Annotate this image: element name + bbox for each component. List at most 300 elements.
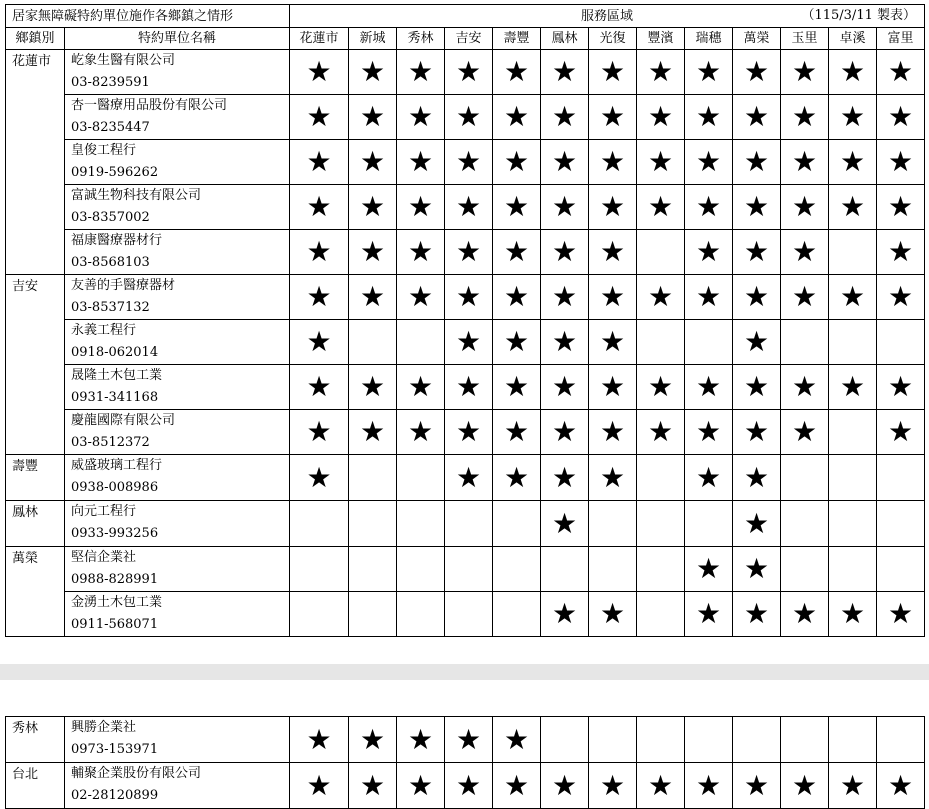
service-area-cell bbox=[829, 95, 877, 140]
service-area-cell bbox=[541, 365, 589, 410]
star-icon: ★ bbox=[791, 415, 818, 448]
area-column-header: 秀林 bbox=[397, 28, 445, 50]
star-icon: ★ bbox=[455, 235, 482, 268]
star-icon: ★ bbox=[306, 235, 332, 268]
service-area-cell bbox=[541, 50, 589, 95]
service-area-cell bbox=[829, 230, 877, 275]
service-area-cell bbox=[290, 547, 349, 592]
service-area-cell bbox=[397, 320, 445, 365]
star-icon: ★ bbox=[791, 55, 818, 88]
star-icon: ★ bbox=[839, 370, 866, 403]
star-icon: ★ bbox=[743, 235, 770, 268]
service-area-cell bbox=[829, 455, 877, 501]
star-icon: ★ bbox=[695, 597, 722, 630]
unit-cell bbox=[65, 547, 290, 592]
service-area-cell bbox=[781, 320, 829, 365]
service-area-cell bbox=[733, 230, 781, 275]
star-icon: ★ bbox=[743, 100, 770, 133]
area-column-header: 瑞穗 bbox=[685, 28, 733, 50]
service-area-cell bbox=[877, 50, 925, 95]
star-icon: ★ bbox=[743, 190, 770, 223]
service-area-cell bbox=[397, 50, 445, 95]
table-row bbox=[6, 95, 925, 140]
service-area-cell bbox=[589, 275, 637, 320]
unit-cell bbox=[65, 717, 290, 763]
star-icon: ★ bbox=[599, 235, 626, 268]
table-row bbox=[6, 140, 925, 185]
service-area-cell bbox=[349, 547, 397, 592]
service-area-cell bbox=[877, 455, 925, 501]
service-area-cell bbox=[685, 185, 733, 230]
service-area-cell bbox=[493, 455, 541, 501]
service-area-cell bbox=[541, 763, 589, 809]
star-icon: ★ bbox=[455, 325, 482, 358]
service-area-cell bbox=[349, 501, 397, 547]
service-area-cell bbox=[877, 592, 925, 637]
unit-name: 威盛玻璃工程行 bbox=[71, 458, 163, 473]
star-icon: ★ bbox=[743, 768, 770, 802]
table-row bbox=[6, 410, 925, 455]
service-area-cell bbox=[290, 410, 349, 455]
service-area-cell bbox=[349, 140, 397, 185]
star-icon: ★ bbox=[647, 415, 674, 448]
service-area-cell bbox=[541, 95, 589, 140]
star-icon: ★ bbox=[743, 506, 770, 540]
unit-cell bbox=[65, 592, 290, 637]
service-area-cell bbox=[445, 95, 493, 140]
star-icon: ★ bbox=[455, 280, 482, 313]
service-area-cell bbox=[637, 95, 685, 140]
service-area-cell bbox=[637, 275, 685, 320]
table-row bbox=[6, 50, 925, 95]
star-icon: ★ bbox=[695, 370, 722, 403]
service-area-cell bbox=[781, 455, 829, 501]
area-column-header: 新城 bbox=[349, 28, 397, 50]
service-area-cell bbox=[397, 717, 445, 763]
service-area-cell bbox=[877, 275, 925, 320]
town-cell: 秀林 bbox=[6, 717, 65, 763]
service-area-cell bbox=[685, 410, 733, 455]
service-area-cell bbox=[493, 501, 541, 547]
service-area-cell bbox=[781, 365, 829, 410]
star-icon: ★ bbox=[599, 145, 626, 178]
star-icon: ★ bbox=[839, 280, 866, 313]
service-area-table-continued bbox=[5, 716, 925, 809]
service-area-cell bbox=[781, 140, 829, 185]
service-area-cell bbox=[781, 185, 829, 230]
star-icon: ★ bbox=[695, 235, 722, 268]
service-area-cell bbox=[290, 717, 349, 763]
star-icon: ★ bbox=[743, 415, 770, 448]
service-area-cell bbox=[781, 230, 829, 275]
service-area-cell bbox=[493, 140, 541, 185]
service-area-cell bbox=[541, 410, 589, 455]
unit-cell bbox=[65, 50, 290, 95]
service-area-cell bbox=[781, 717, 829, 763]
star-icon: ★ bbox=[887, 190, 914, 223]
star-icon: ★ bbox=[503, 325, 530, 358]
service-area-cell bbox=[493, 50, 541, 95]
star-icon: ★ bbox=[306, 280, 332, 313]
service-area-cell bbox=[589, 230, 637, 275]
star-icon: ★ bbox=[306, 460, 332, 494]
star-icon: ★ bbox=[743, 145, 770, 178]
service-area-cell bbox=[829, 410, 877, 455]
unit-phone: 03-8239591 bbox=[71, 75, 150, 90]
star-icon: ★ bbox=[455, 190, 482, 223]
star-icon: ★ bbox=[551, 768, 578, 802]
unit-name: 晟隆土木包工業 bbox=[71, 368, 163, 383]
service-area-cell bbox=[397, 275, 445, 320]
service-area-cell bbox=[781, 50, 829, 95]
service-area-cell bbox=[829, 717, 877, 763]
service-area-cell bbox=[733, 501, 781, 547]
unit-name: 屹象生醫有限公司 bbox=[71, 53, 176, 68]
service-area-cell bbox=[589, 410, 637, 455]
star-icon: ★ bbox=[599, 325, 626, 358]
unit-phone: 0933-993256 bbox=[71, 526, 159, 541]
service-area-cell bbox=[685, 365, 733, 410]
unit-name: 友善的手醫療器材 bbox=[71, 278, 176, 293]
service-area-cell bbox=[733, 455, 781, 501]
unit-cell bbox=[65, 95, 290, 140]
service-area-cell bbox=[397, 140, 445, 185]
table-row bbox=[6, 763, 925, 809]
star-icon: ★ bbox=[306, 415, 332, 448]
service-area-cell bbox=[397, 547, 445, 592]
star-icon: ★ bbox=[407, 100, 434, 133]
service-area-cell bbox=[349, 275, 397, 320]
unit-cell bbox=[65, 365, 290, 410]
star-icon: ★ bbox=[503, 722, 530, 756]
unit-phone: 03-8568103 bbox=[71, 255, 150, 270]
service-area-cell bbox=[445, 547, 493, 592]
unit-name: 杏一醫療用品股份有限公司 bbox=[71, 98, 228, 113]
service-area-cell bbox=[685, 592, 733, 637]
service-area-cell bbox=[781, 501, 829, 547]
star-icon: ★ bbox=[551, 190, 578, 223]
service-area-cell bbox=[781, 592, 829, 637]
service-area-cell bbox=[829, 275, 877, 320]
service-area-cell bbox=[589, 140, 637, 185]
service-area-cell bbox=[589, 50, 637, 95]
star-icon: ★ bbox=[551, 415, 578, 448]
service-area-cell bbox=[589, 185, 637, 230]
service-area-cell bbox=[397, 365, 445, 410]
service-area-cell bbox=[445, 763, 493, 809]
service-area-cell bbox=[445, 230, 493, 275]
star-icon: ★ bbox=[599, 597, 626, 630]
service-area-cell bbox=[637, 547, 685, 592]
star-icon: ★ bbox=[887, 280, 914, 313]
service-area-cell bbox=[589, 717, 637, 763]
unit-phone: 0919-596262 bbox=[71, 165, 159, 180]
service-area-cell bbox=[733, 592, 781, 637]
star-icon: ★ bbox=[503, 235, 530, 268]
service-area-table bbox=[5, 4, 925, 637]
star-icon: ★ bbox=[695, 415, 722, 448]
service-area-cell bbox=[877, 365, 925, 410]
page-break-band bbox=[0, 664, 929, 680]
service-area-cell bbox=[349, 717, 397, 763]
star-icon: ★ bbox=[695, 460, 722, 494]
star-icon: ★ bbox=[407, 145, 434, 178]
unit-name: 皇俊工程行 bbox=[71, 143, 137, 158]
star-icon: ★ bbox=[359, 280, 386, 313]
service-area-cell bbox=[493, 410, 541, 455]
table-title-row bbox=[6, 5, 925, 28]
service-area-cell bbox=[290, 501, 349, 547]
service-area-cell bbox=[493, 230, 541, 275]
star-icon: ★ bbox=[359, 100, 386, 133]
star-icon: ★ bbox=[695, 100, 722, 133]
service-area-cell bbox=[445, 320, 493, 365]
service-area-cell bbox=[290, 455, 349, 501]
service-area-cell bbox=[589, 95, 637, 140]
star-icon: ★ bbox=[359, 415, 386, 448]
star-icon: ★ bbox=[791, 280, 818, 313]
service-area-cell bbox=[829, 547, 877, 592]
area-column-header: 鳳林 bbox=[541, 28, 589, 50]
star-icon: ★ bbox=[647, 100, 674, 133]
service-area-cell bbox=[685, 547, 733, 592]
star-icon: ★ bbox=[551, 235, 578, 268]
service-area-cell bbox=[541, 320, 589, 365]
service-area-cell bbox=[290, 365, 349, 410]
unit-cell bbox=[65, 455, 290, 501]
star-icon: ★ bbox=[743, 280, 770, 313]
service-area-cell bbox=[637, 185, 685, 230]
unit-phone: 02-28120899 bbox=[71, 788, 159, 803]
town-cell: 花蓮市 bbox=[6, 50, 65, 275]
star-icon: ★ bbox=[695, 55, 722, 88]
star-icon: ★ bbox=[551, 506, 578, 540]
service-area-cell bbox=[349, 95, 397, 140]
star-icon: ★ bbox=[407, 415, 434, 448]
service-area-cell bbox=[637, 763, 685, 809]
service-area-cell bbox=[290, 185, 349, 230]
service-area-cell bbox=[541, 501, 589, 547]
service-area-cell bbox=[877, 320, 925, 365]
star-icon: ★ bbox=[359, 370, 386, 403]
service-area-cell bbox=[733, 320, 781, 365]
service-area-cell bbox=[829, 185, 877, 230]
star-icon: ★ bbox=[839, 55, 866, 88]
service-area-cell bbox=[349, 365, 397, 410]
star-icon: ★ bbox=[359, 190, 386, 223]
service-area-cell bbox=[685, 275, 733, 320]
service-area-cell bbox=[637, 140, 685, 185]
service-area-cell bbox=[397, 592, 445, 637]
service-area-cell bbox=[541, 547, 589, 592]
star-icon: ★ bbox=[455, 460, 482, 494]
star-icon: ★ bbox=[887, 768, 914, 802]
unit-name: 堅信企業社 bbox=[71, 550, 137, 565]
service-area-cell bbox=[445, 140, 493, 185]
service-area-cell bbox=[685, 140, 733, 185]
table-row bbox=[6, 455, 925, 501]
service-area-cell bbox=[685, 455, 733, 501]
unit-cell bbox=[65, 140, 290, 185]
service-area-cell bbox=[397, 455, 445, 501]
star-icon: ★ bbox=[791, 145, 818, 178]
service-area-cell bbox=[397, 410, 445, 455]
star-icon: ★ bbox=[551, 145, 578, 178]
star-icon: ★ bbox=[791, 235, 818, 268]
service-area-cell bbox=[829, 365, 877, 410]
service-area-cell bbox=[290, 140, 349, 185]
unit-phone: 0973-153971 bbox=[71, 742, 159, 757]
service-area-cell bbox=[290, 592, 349, 637]
service-area-cell bbox=[493, 275, 541, 320]
table-row bbox=[6, 230, 925, 275]
area-column-header: 光復 bbox=[589, 28, 637, 50]
town-column-header: 鄉鎮別 bbox=[6, 28, 65, 50]
service-area-cell bbox=[877, 410, 925, 455]
table-row bbox=[6, 320, 925, 365]
unit-phone: 0938-008986 bbox=[71, 480, 159, 495]
service-area-cell bbox=[397, 185, 445, 230]
star-icon: ★ bbox=[599, 768, 626, 802]
service-area-cell bbox=[829, 50, 877, 95]
service-area-cell bbox=[637, 365, 685, 410]
service-area-header bbox=[290, 5, 925, 28]
table-row bbox=[6, 592, 925, 637]
unit-column-header: 特約單位名稱 bbox=[65, 28, 290, 50]
star-icon: ★ bbox=[791, 190, 818, 223]
service-area-cell bbox=[685, 320, 733, 365]
table-row bbox=[6, 365, 925, 410]
star-icon: ★ bbox=[647, 145, 674, 178]
service-area-cell bbox=[733, 763, 781, 809]
service-area-cell bbox=[733, 95, 781, 140]
table-row bbox=[6, 185, 925, 230]
star-icon: ★ bbox=[306, 370, 332, 403]
star-icon: ★ bbox=[503, 415, 530, 448]
star-icon: ★ bbox=[599, 370, 626, 403]
star-icon: ★ bbox=[839, 190, 866, 223]
service-area-cell bbox=[637, 717, 685, 763]
star-icon: ★ bbox=[695, 768, 722, 802]
unit-cell bbox=[65, 275, 290, 320]
service-area-cell bbox=[685, 50, 733, 95]
service-area-cell bbox=[877, 717, 925, 763]
table-row bbox=[6, 501, 925, 547]
star-icon: ★ bbox=[695, 145, 722, 178]
star-icon: ★ bbox=[455, 370, 482, 403]
star-icon: ★ bbox=[791, 597, 818, 630]
star-icon: ★ bbox=[839, 597, 866, 630]
service-area-cell bbox=[397, 95, 445, 140]
star-icon: ★ bbox=[503, 460, 530, 494]
star-icon: ★ bbox=[839, 100, 866, 133]
service-area-cell bbox=[637, 50, 685, 95]
service-area-cell bbox=[445, 592, 493, 637]
star-icon: ★ bbox=[647, 55, 674, 88]
service-area-cell bbox=[541, 275, 589, 320]
town-cell: 壽豐 bbox=[6, 455, 65, 501]
unit-name: 向元工程行 bbox=[71, 504, 137, 519]
table-row bbox=[6, 275, 925, 320]
service-area-cell bbox=[877, 501, 925, 547]
service-area-cell bbox=[493, 763, 541, 809]
service-area-cell bbox=[781, 410, 829, 455]
service-area-cell bbox=[637, 410, 685, 455]
area-column-header: 萬榮 bbox=[733, 28, 781, 50]
star-icon: ★ bbox=[887, 370, 914, 403]
service-area-cell bbox=[637, 230, 685, 275]
service-area-cell bbox=[349, 592, 397, 637]
service-area-cell bbox=[733, 50, 781, 95]
star-icon: ★ bbox=[551, 370, 578, 403]
star-icon: ★ bbox=[455, 55, 482, 88]
star-icon: ★ bbox=[743, 552, 770, 585]
service-area-cell bbox=[733, 547, 781, 592]
unit-cell bbox=[65, 763, 290, 809]
unit-phone: 0918-062014 bbox=[71, 345, 159, 360]
star-icon: ★ bbox=[839, 768, 866, 802]
star-icon: ★ bbox=[503, 55, 530, 88]
service-area-cell bbox=[349, 230, 397, 275]
service-area-cell bbox=[685, 501, 733, 547]
service-area-cell bbox=[877, 547, 925, 592]
star-icon: ★ bbox=[306, 100, 332, 133]
star-icon: ★ bbox=[306, 190, 332, 223]
service-area-cell bbox=[349, 410, 397, 455]
service-area-cell bbox=[733, 365, 781, 410]
star-icon: ★ bbox=[306, 325, 332, 358]
service-area-cell bbox=[589, 320, 637, 365]
service-area-cell bbox=[589, 592, 637, 637]
service-area-cell bbox=[637, 320, 685, 365]
unit-cell bbox=[65, 501, 290, 547]
unit-name: 永義工程行 bbox=[71, 323, 137, 338]
star-icon: ★ bbox=[599, 415, 626, 448]
star-icon: ★ bbox=[743, 55, 770, 88]
star-icon: ★ bbox=[359, 235, 386, 268]
service-area-cell bbox=[541, 230, 589, 275]
unit-phone: 03-8357002 bbox=[71, 210, 150, 225]
star-icon: ★ bbox=[743, 460, 770, 494]
star-icon: ★ bbox=[551, 100, 578, 133]
service-area-cell bbox=[781, 547, 829, 592]
service-area-cell bbox=[541, 455, 589, 501]
service-area-cell bbox=[445, 365, 493, 410]
town-cell: 吉安 bbox=[6, 275, 65, 455]
service-area-cell bbox=[685, 230, 733, 275]
star-icon: ★ bbox=[887, 145, 914, 178]
service-area-cell bbox=[349, 50, 397, 95]
service-area-cell bbox=[637, 501, 685, 547]
star-icon: ★ bbox=[407, 55, 434, 88]
unit-phone: 0931-341168 bbox=[71, 390, 159, 405]
star-icon: ★ bbox=[407, 768, 434, 802]
unit-name: 慶龍國際有限公司 bbox=[71, 413, 176, 428]
unit-phone: 0988-828991 bbox=[71, 572, 159, 587]
table-row bbox=[6, 547, 925, 592]
service-area-cell bbox=[541, 185, 589, 230]
service-area-cell bbox=[397, 763, 445, 809]
area-column-header: 富里 bbox=[877, 28, 925, 50]
star-icon: ★ bbox=[455, 415, 482, 448]
column-header-row bbox=[6, 28, 925, 50]
star-icon: ★ bbox=[359, 722, 386, 756]
area-column-header: 花蓮市 bbox=[290, 28, 349, 50]
service-area-cell bbox=[685, 95, 733, 140]
star-icon: ★ bbox=[455, 768, 482, 802]
star-icon: ★ bbox=[551, 597, 578, 630]
service-area-cell bbox=[445, 50, 493, 95]
